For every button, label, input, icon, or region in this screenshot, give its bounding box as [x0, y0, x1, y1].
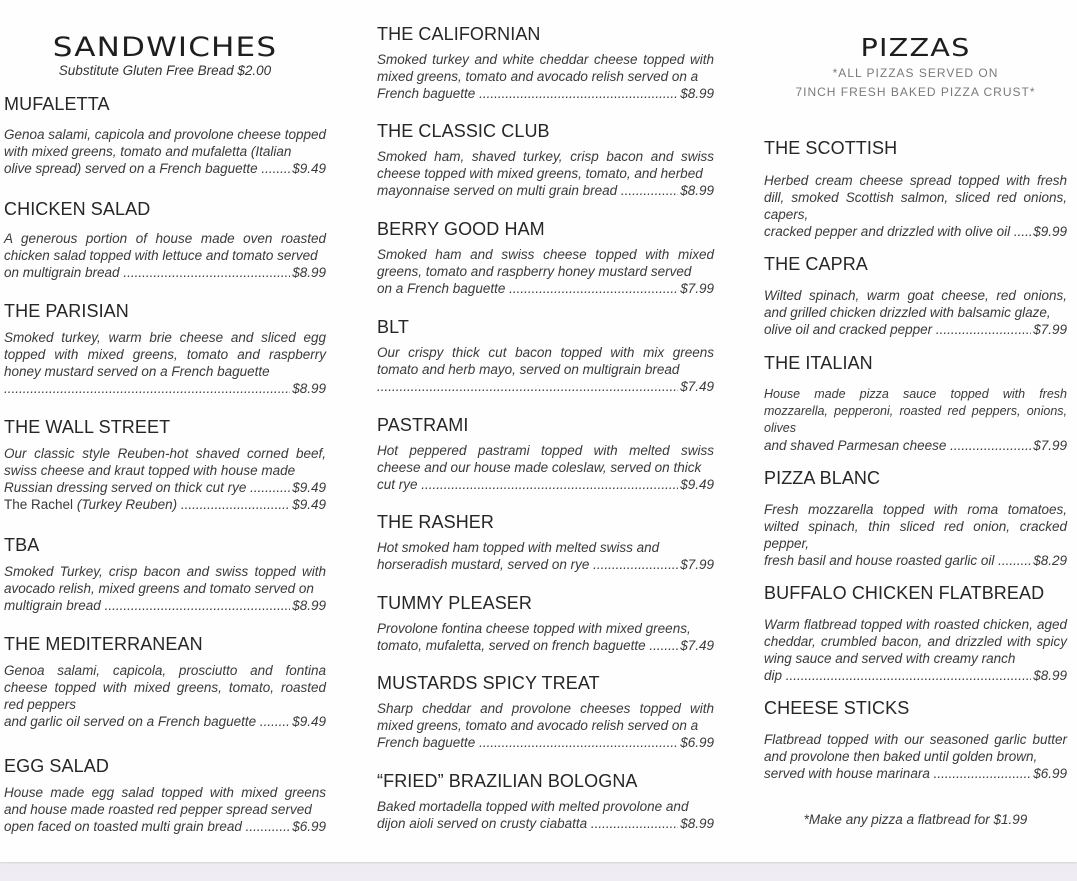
item-price: $9.49	[292, 480, 326, 495]
menu-item	[764, 353, 1067, 454]
item-name: THE CALIFORNIAN	[377, 24, 541, 44]
pizza-crust-note: *ALL PIZZAS SERVED ON 7INCH FRESH BAKED PIZZA CRUST*	[795, 66, 1036, 99]
item-price: $7.99	[1033, 438, 1067, 453]
item-description: Provolone fontina cheese topped with mixed greens, tomato, mufaletta, served on french baguette ..... $7.49	[377, 620, 714, 654]
item-price: $8.99	[1033, 668, 1067, 683]
item-description: Flatbread topped with our seasoned garlic butter and provolone then baked until golden brown, served with house marinara ..... $6.99	[764, 731, 1067, 782]
menu-item	[764, 468, 1067, 569]
menu-item	[377, 673, 714, 751]
sandwiches-title: SANDWICHES	[52, 32, 278, 63]
item-price: $8.99	[292, 265, 326, 280]
menu-item	[4, 301, 326, 397]
item-price: $7.99	[1033, 322, 1067, 337]
item-price: $9.49	[680, 477, 714, 492]
item-description: Warm flatbread topped with roasted chicken, aged cheddar, crumbled bacon, and drizzled with spicy wing sauce and served with creamy ranch dip ..... $8.99	[764, 616, 1067, 684]
item-description: Smoked ham, shaved turkey, crisp bacon and swiss cheese topped with mixed greens, tomato, and herbed mayonnaise served on multi grain bread ..... $8.99	[377, 148, 714, 199]
menu-item	[377, 121, 714, 199]
item-price: $9.49	[292, 497, 326, 512]
menu-item	[764, 138, 1067, 240]
item-description: Herbed cream cheese spread topped with fresh dill, smoked Scottish salmon, sliced red onions, capers, cracked pepper and drizzled with olive oil ..... $9.99	[764, 172, 1067, 240]
menu-item	[377, 771, 714, 832]
item-description: Sharp cheddar and provolone cheeses topped with mixed greens, tomato and avocado relish served on a French baguette ..... $6.99	[377, 700, 714, 751]
menu-item	[4, 756, 326, 835]
menu-item	[4, 634, 326, 730]
item-name: MUFALETTA	[4, 94, 110, 114]
item-name: BUFFALO CHICKEN FLATBREAD	[764, 583, 1045, 603]
item-name: THE WALL STREET	[4, 417, 171, 437]
item-description: Our crispy thick cut bacon topped with mix greens tomato and herb mayo, served on multigrain bread ..... $7.49	[377, 344, 714, 395]
menu-item	[4, 94, 326, 177]
item-name: THE PARISIAN	[4, 301, 129, 321]
item-description: Wilted spinach, warm goat cheese, red onions, and grilled chicken drizzled with balsamic glaze, olive oil and cracked pepper ..... $7.99	[764, 287, 1067, 338]
item-name: THE SCOTTISH	[764, 138, 898, 158]
item-price: $7.49	[680, 638, 714, 653]
item-price: $8.99	[292, 598, 326, 613]
item-price: $7.49	[680, 379, 714, 394]
item-description: A generous portion of house made oven roasted chicken salad topped with lettuce and tomato served on multigrain bread ..... $8.99	[4, 230, 326, 281]
item-price: $9.99	[1033, 224, 1067, 239]
item-name: BLT	[377, 317, 409, 337]
menu-item	[4, 417, 326, 513]
item-description: House made egg salad topped with mixed greens and house made roasted red pepper spread served open faced on toasted multi grain bread ..... $6.99	[4, 784, 326, 835]
sandwiches-column-continued	[377, 0, 714, 832]
item-description: Genoa salami, capicola and provolone cheese topped with mixed greens, tomato and mufaletta (Italian olive spread) served on a French baguette ..... $9.49	[4, 126, 326, 177]
menu-item	[764, 583, 1067, 684]
item-description: Smoked Turkey, crisp bacon and swiss topped with avocado relish, mixed greens and tomato served on multigrain bread ..... $8.99	[4, 563, 326, 614]
item-name: CHICKEN SALAD	[4, 199, 151, 219]
item-name: THE MEDITERRANEAN	[4, 634, 203, 654]
sandwiches-column	[4, 0, 326, 835]
item-price: $6.99	[292, 819, 326, 834]
item-name: BERRY GOOD HAM	[377, 219, 545, 239]
item-description: Fresh mozzarella topped with roma tomatoes, wilted spinach, thin sliced red onion, cracked pepper, fresh basil and house roasted garlic oil ..... $8.29	[764, 501, 1067, 569]
variant-the-rachel: The Rachel (Turkey Reuben) ..... $9.49	[4, 496, 326, 513]
item-description: Genoa salami, capicola, prosciutto and fontina cheese topped with mixed greens, tomato, roasted red peppers and garlic oil served on a French baguette ..... $9.49	[4, 662, 326, 730]
item-name: TUMMY PLEASER	[377, 593, 533, 613]
item-price: $9.49	[292, 714, 326, 729]
item-name: TBA	[4, 535, 40, 555]
item-price: $6.99	[1033, 766, 1067, 781]
item-name: THE RASHER	[377, 512, 495, 532]
item-price: $6.99	[680, 735, 714, 750]
item-description: Baked mortadella topped with melted provolone and dijon aioli served on crusty ciabatta ..... $8.99	[377, 798, 714, 832]
item-price: $8.99	[680, 86, 714, 101]
item-name: MUSTARDS SPICY TREAT	[377, 673, 600, 693]
item-name: “FRIED” BRAZILIAN BOLOGNA	[377, 771, 638, 791]
item-description: Smoked ham and swiss cheese topped with mixed greens, tomato and raspberry honey mustard served on a French baguette ..... $7.99	[377, 246, 714, 297]
item-name: THE CAPRA	[764, 254, 868, 274]
item-description: Hot smoked ham topped with melted swiss and horseradish mustard, served on rye ..... $7.99	[377, 539, 714, 573]
menu-item	[377, 593, 714, 654]
pizzas-column	[764, 0, 1067, 827]
pizzas-title: PIZZAS	[860, 33, 971, 62]
menu-item	[4, 535, 326, 614]
item-price: $7.99	[680, 557, 714, 572]
item-name: THE CLASSIC CLUB	[377, 121, 550, 141]
menu-item	[377, 317, 714, 395]
menu-item	[764, 698, 1067, 782]
item-name: PASTRAMI	[377, 415, 469, 435]
item-price: $8.99	[292, 381, 326, 396]
item-description: Hot peppered pastrami topped with melted swiss cheese and our house made coleslaw, served on thick cut rye ..... $9.49	[377, 442, 714, 493]
item-description: House made pizza sauce topped with fresh mozzarella, pepperoni, roasted red peppers, onions, olives and shaved Parmesan cheese ..... $7.99	[764, 386, 1067, 454]
item-description: Smoked turkey and white cheddar cheese topped with mixed greens, tomato and avocado relish served on a French baguette ..... $8.99	[377, 51, 714, 102]
menu-item	[764, 254, 1067, 338]
menu-item	[377, 415, 714, 493]
menu-item	[377, 24, 714, 102]
menu-item	[4, 199, 326, 281]
item-name: THE ITALIAN	[764, 353, 873, 373]
item-price: $8.99	[680, 816, 714, 831]
item-price: $7.99	[680, 281, 714, 296]
menu-item	[377, 512, 714, 573]
item-price: $8.29	[1033, 553, 1067, 568]
flatbread-footnote: *Make any pizza a flatbread for $1.99	[803, 812, 1028, 827]
menu-item	[377, 219, 714, 297]
item-description: Smoked turkey, warm brie cheese and sliced egg topped with mixed greens, tomato and raspberry honey mustard served on a French baguette ..... $8.99	[4, 329, 326, 397]
item-price: $8.99	[680, 183, 714, 198]
item-name: PIZZA BLANC	[764, 468, 881, 488]
item-name: EGG SALAD	[4, 756, 109, 776]
item-price: $9.49	[292, 161, 326, 176]
gluten-free-note: Substitute Gluten Free Bread $2.00	[58, 63, 272, 78]
item-name: CHEESE STICKS	[764, 698, 910, 718]
item-description: Our classic style Reuben-hot shaved corned beef, swiss cheese and kraut topped with house made Russian dressing served on thick cut rye ..... $9.49 The Rachel (Turkey Reuben) ..... $9.49	[4, 445, 326, 513]
